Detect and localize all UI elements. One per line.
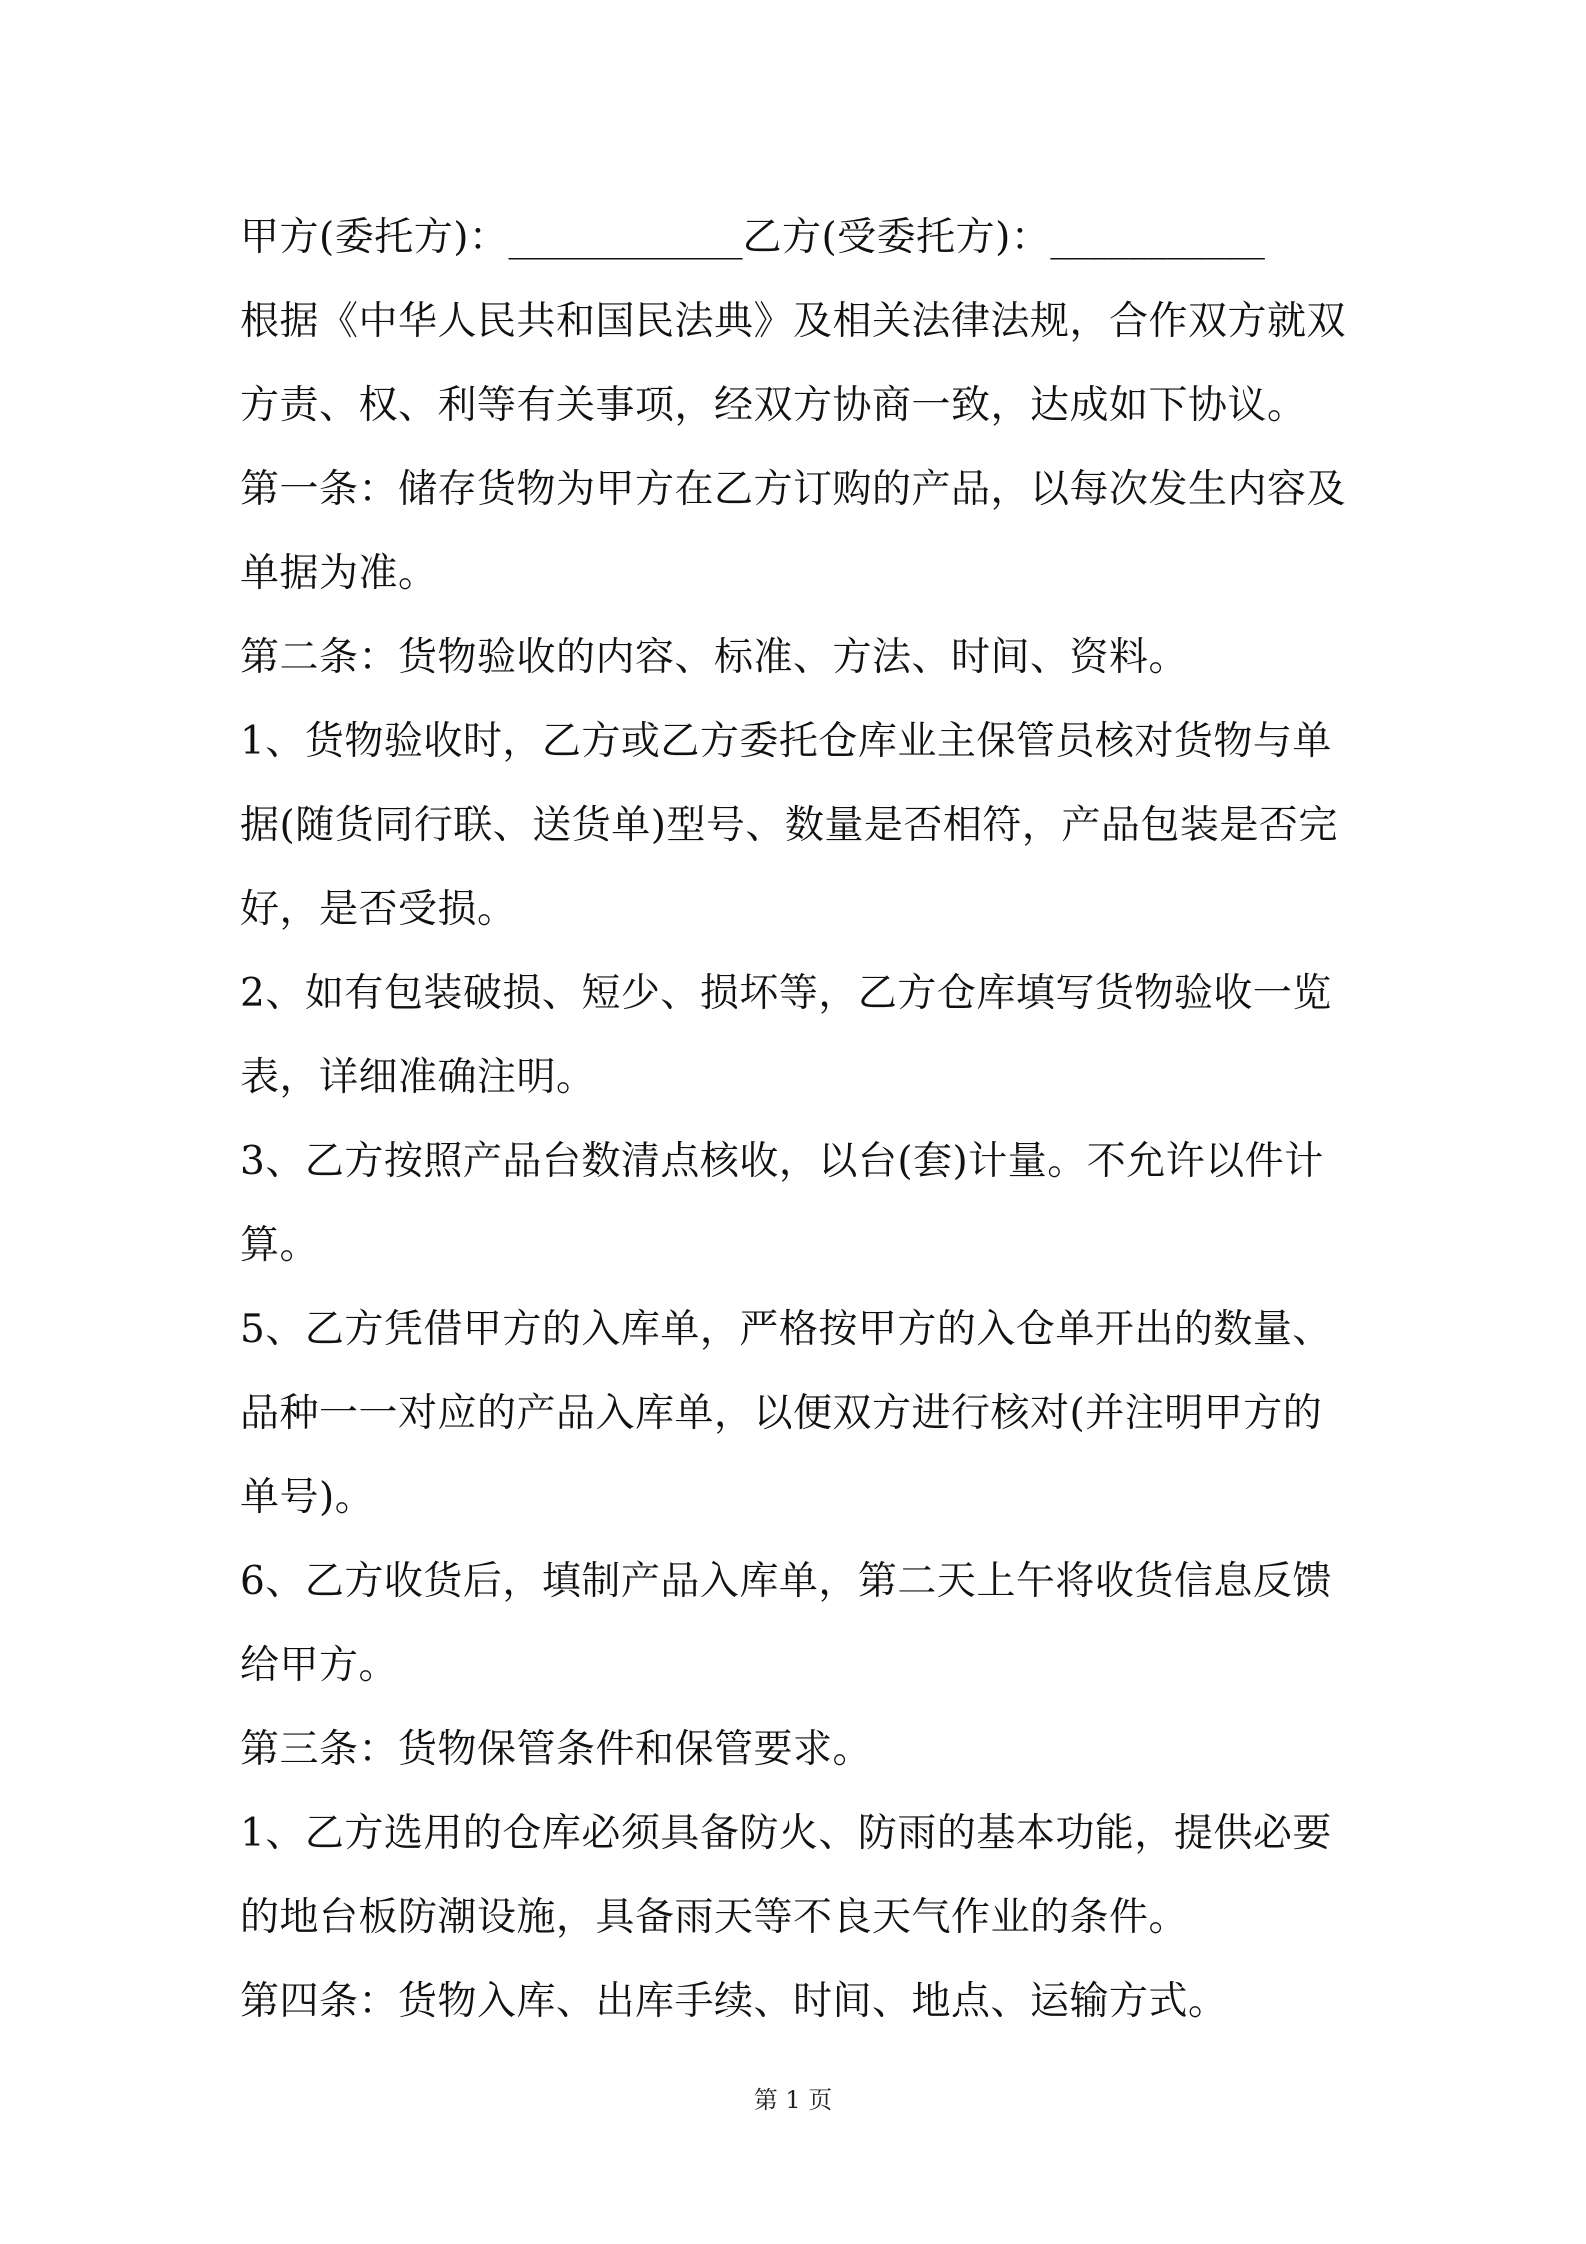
text-line: 好，是否受损。 [240, 887, 517, 932]
text-line: 单据为准。 [240, 551, 438, 596]
text-line: 3、乙方按照产品台数清点核收，以台(套)计量。不允许以件计 [240, 1139, 1324, 1184]
party-line [240, 196, 1360, 280]
text-line: 据(随货同行联、送货单)型号、数量是否相符，产品包装是否完 [240, 803, 1338, 848]
text-line: 算。 [240, 1223, 320, 1268]
text-line: 品种一一对应的产品入库单，以便双方进行核对(并注明甲方的 [240, 1391, 1323, 1436]
party-a-label: 甲方(委托方)： [240, 215, 509, 260]
text-line: 的地台板防潮设施，具备雨天等不良天气作业的条件。 [240, 1895, 1189, 1940]
party-a-blank: ____________ [508, 215, 743, 260]
party-b-label: 乙方(受委托方)： [742, 215, 1051, 260]
text-line: 给甲方。 [240, 1643, 399, 1688]
text-line: 1、乙方选用的仓库必须具备防火、防雨的基本功能，提供必要 [240, 1811, 1332, 1856]
text-line: 表，详细准确注明。 [240, 1055, 596, 1100]
text-line: 第二条：货物验收的内容、标准、方法、时间、资料。 [240, 635, 1189, 680]
text-line: 第三条：货物保管条件和保管要求。 [240, 1727, 873, 1772]
text-line: 6、乙方收货后，填制产品入库单，第二天上午将收货信息反馈 [240, 1559, 1332, 1604]
text-line: 根据《中华人民共和国民法典》及相关法律法规，合作双方就双 [240, 299, 1347, 344]
document-body [240, 196, 1360, 2044]
text-line: 2、如有包装破损、短少、损坏等，乙方仓库填写货物验收一览 [240, 971, 1332, 1016]
text-line: 第一条：储存货物为甲方在乙方订购的产品，以每次发生内容及 [240, 467, 1347, 512]
text-line: 第四条：货物入库、出库手续、时间、地点、运输方式。 [240, 1979, 1228, 2024]
text-line: 方责、权、利等有关事项，经双方协商一致，达成如下协议。 [240, 383, 1307, 428]
text-line: 5、乙方凭借甲方的入库单，严格按甲方的入仓单开出的数量、 [240, 1307, 1332, 1352]
party-b-blank: ___________ [1050, 215, 1265, 260]
text-line: 单号)。 [240, 1475, 375, 1520]
page-number: 第 1 页 [753, 2086, 833, 2114]
text-line: 1、货物验收时，乙方或乙方委托仓库业主保管员核对货物与单 [240, 719, 1332, 764]
